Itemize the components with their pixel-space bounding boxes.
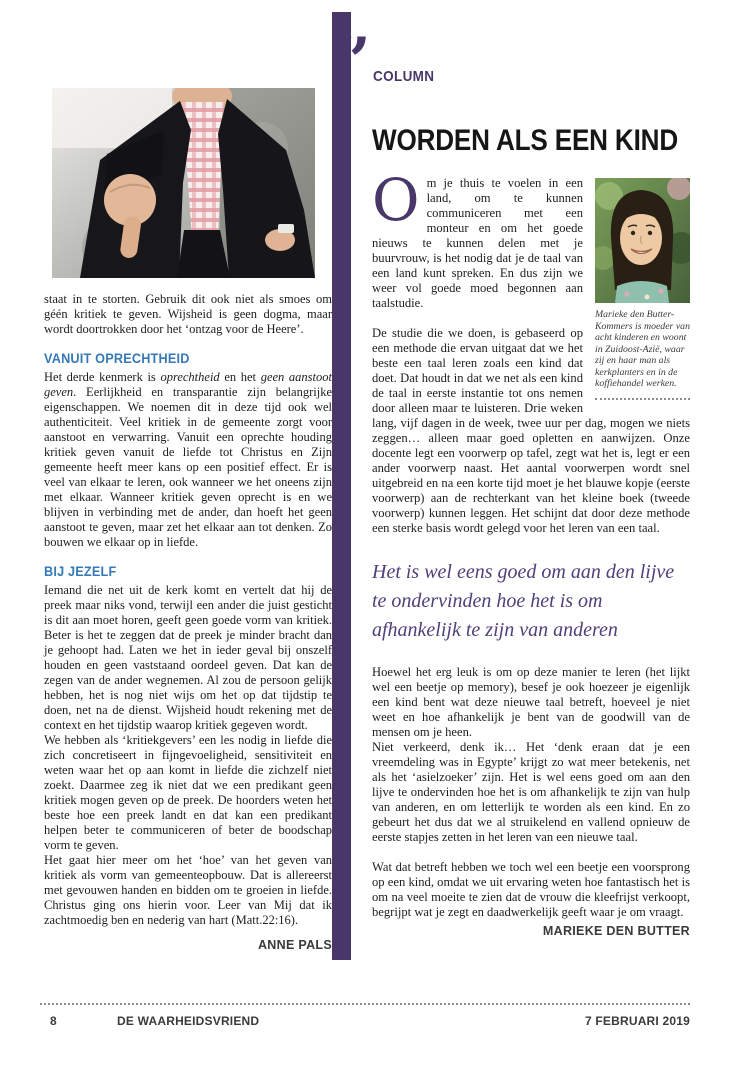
pull-quote: Het is wel eens goed om aan den lijve te ondervinden hoe het is om afhankelijk te zijn van anderen <box>372 561 675 641</box>
footer-magazine-name: DE WAARHEIDSVRIEND <box>117 1014 260 1028</box>
column-paragraph-4: Niet verkeerd, denk ik… Het ‘denk eraan dat je een vreemdeling was in Egypte’ krijgt zo wat meer betekenis, net als het ‘asielzoeker’ zijn. Het is wel eens goed om aan den lijve te ondervinden hoe het is om afhankelijk te zijn van hulp van anderen, en om letterlijk te worden als een kind. En zo gebeurt het dus dat we al struikelend en vallend opnieuw de eerste stapjes zetten in het leren van een nieuwe taal. <box>372 740 690 844</box>
column-paragraph-3: Hoewel het erg leuk is om op deze manier te leren (het lijkt wel een beetje op memory), besef je ook hoezeer je eigenlijk een kind bent wat deze nieuwe taal betreft, hoeveel je niet weet en hoe afhankelijk je bent van de goodwill van de mensen om je heen. <box>372 665 690 739</box>
section-heading-vanuit-oprechtheid: VANUIT OPRECHTHEID <box>44 351 190 366</box>
section2-paragraph-3: Het gaat hier meer om het ‘hoe’ van het geven van kritiek als vorm van gemeenteopbouw. Dat is allereerst met gevouwen handen en bidden om te groeien in liefde. Christus ging ons hierin voor. Leer van Mij dat ik zachtmoedig ben en nederig van hart (Matt.22:16). <box>44 853 332 927</box>
column-title: WORDEN ALS EEN KIND <box>372 124 679 157</box>
left-article-author: ANNE PALS <box>257 938 332 952</box>
section-heading-bij-jezelf: BIJ JEZELF <box>44 564 117 579</box>
article-continuation-paragraph: staat in te storten. Gebruik dit ook niet als smoes om géén kritiek te geven. Wijsheid is geen dogma, maar wordt doortrokken door het ‘ontzag voor de Heere’. <box>44 292 332 336</box>
dropcap: O <box>372 166 420 234</box>
column-divider-bar <box>332 12 351 960</box>
author-portrait-photo <box>595 178 690 303</box>
column-kicker: COLUMN <box>373 68 435 85</box>
left-article <box>44 292 332 953</box>
author-photo-caption: Marieke den Butter-Kommers is moeder van acht kinderen en woont in Zuidoost-Azië, waar zij en haar man als kerkplanters en in de koffiehandel werken. <box>595 309 690 400</box>
column-paragraph-5: Wat dat betreft hebben we toch wel een beetje een voorsprong op een kind, omdat we uit ervaring weten hoe fantastisch het is om na veel moeite te zien dat de vrouw die kleefrijst verkoopt, begrijpt wat je zegt en daadwerkelijk geeft waar je om vraagt. <box>372 860 690 919</box>
column-body <box>372 166 690 939</box>
author-portrait-illustration <box>595 178 690 303</box>
column-paragraph-1-text: m je thuis te voelen in een land, om te kunnen communiceren met een monteur en om het goede nieuws te kunnen delen met je buurvrouw, is het nodig dat je de taal van een land kunt spreken. En dus zijn we weer vol goede moed begonnen aan taalstudie. <box>372 176 583 310</box>
footer-date: 7 FEBRUARI 2019 <box>584 1014 690 1028</box>
column-author: MARIEKE DEN BUTTER <box>542 924 690 938</box>
footer-page-number: 8 <box>50 1014 57 1028</box>
section1-paragraph: Het derde kenmerk is oprechtheid en het geen aanstoot geven. Eerlijkheid en transparantie zijn belangrijke eigenschappen. We noemen dit in deze tijd ook wel authenticiteit. Veel kritiek in de gemeente zorgt voor aanstoot en verwarring. Vanuit een oprechte houding kritiek geven vanuit de liefde tot Christus en Zijn gemeente heeft meer kans op een positief effect. Er is veel van elkaar te leren, ook wanneer we het oneens zijn met elkaar. Wanneer kritiek geven oprecht is en we blijven in verbinding met de ander, dan hoeft het geen aanstoot te geven, maar zet het elkaar aan tot denken. Zo bouwen we elkaar op in liefde. <box>44 370 332 549</box>
section2-paragraph-2: We hebben als ‘kritiekgevers’ een les nodig in liefde die zich concretiseert in fijngevoeligheid, sensitiviteit en weten waar het op aan komt in liefde die zichzelf niet zoekt. Daarmee zeg ik niet dat we een predikant geen kritiek mogen geven op de preek. De hoorders weten het beste hoe een preek landt en dat kan een predikant helpen beter te communiceren of beter de boodschap vorm te geven. <box>44 733 332 852</box>
section2-paragraph-1: Iemand die net uit de kerk komt en vertelt dat hij de preek maar niks vond, terwijl een ander die juist gesticht is dit aan moet horen, geeft geen goede vorm van kritiek. Beter is het te zeggen dat de preek je minder bracht dan je gehoopt had. Laten we het in ieder geval bij onszelf houden en geen vaststaand oordeel geven. Dat kan de zegen van de ander wegnemen. Al zou de persoon gelijk hebben, het is nog niet wijs om het op dat tijdstip te doen, net na de dienst. Wijsheid houdt rekening met de context en het tijdstip waarop kritiek gegeven wordt. <box>44 583 332 732</box>
column-paragraph-2: De studie die we doen, is gebaseerd op een methode die ervan uitgaat dat we het beste een taal leren zoals een kind dat doet. Dat houdt in dat we net als een kind de taal in eerste instantie tot ons nemen door alleen maar te luisteren. Drie weken lang, vijf dagen in de week, twee uur per dag, mogen we niets zeggen… alleen maar goed opletten en aanwijzen. Onze docente legt een voorwerp op tafel, zegt wat het is, legt er een ander voorwerp naast. Het aantal voorwerpen wordt snel uitgebreid en na een korte tijd moet je het blauwe kopje (eerste voorwerp) aan de rechterkant van het kleine boek (tweede voorwerp) kunnen leggen. Het schijnt dat door deze methode een sterke basis wordt gelegd voor het leren van een taal. <box>372 326 690 535</box>
column-article <box>372 124 690 939</box>
thumbs-down-photo <box>52 88 315 278</box>
footer-divider <box>40 1003 690 1005</box>
thumbs-down-photo-illustration <box>52 88 315 278</box>
quote-icon: ” <box>334 24 371 99</box>
paragraph-gap <box>372 845 690 860</box>
author-photo-box <box>595 178 690 400</box>
footer <box>40 1014 690 1028</box>
